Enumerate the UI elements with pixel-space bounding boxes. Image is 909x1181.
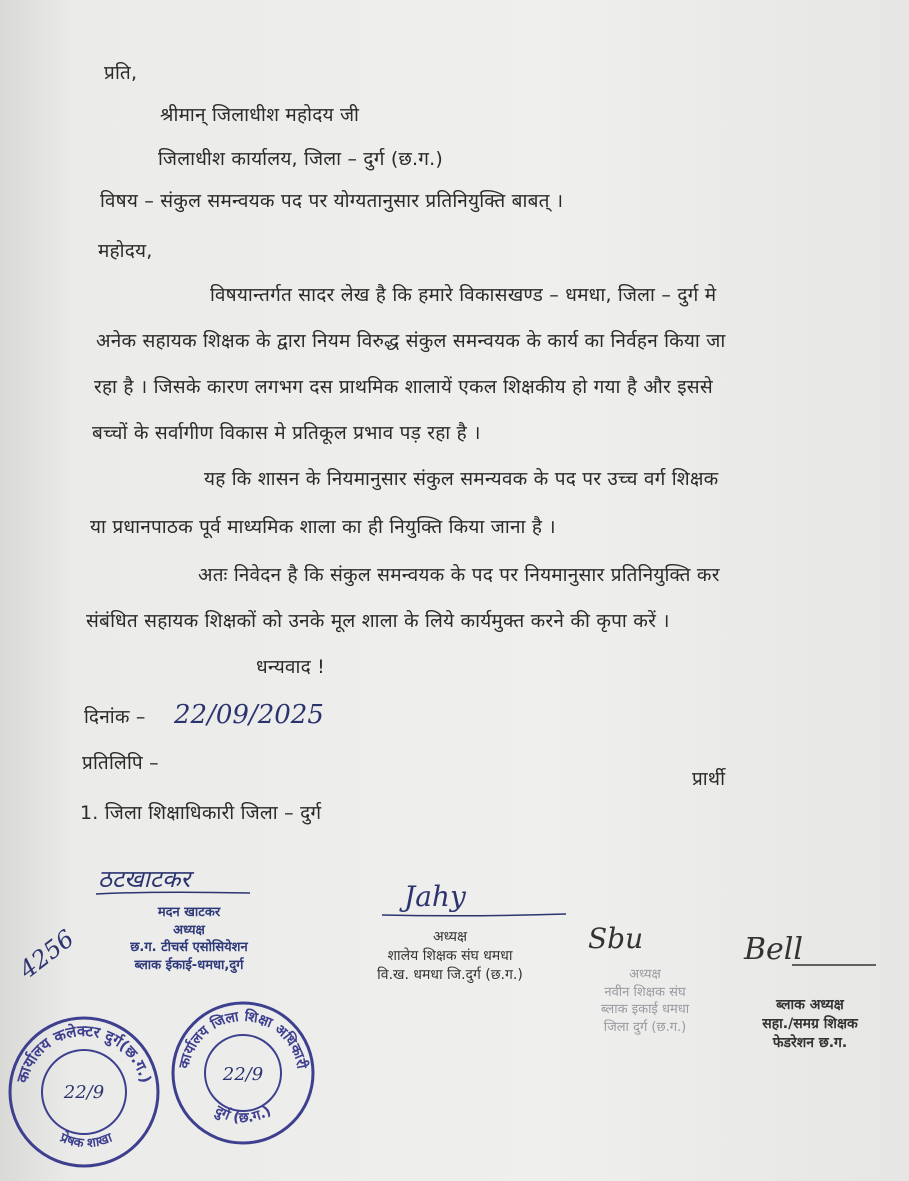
copy-item: 1. जिला शिक्षाधिकारी जिला – दुर्ग bbox=[80, 802, 322, 824]
paragraph1-line: बच्चों के सर्वागीण विकास मे प्रतिकूल प्रभाव पड़ रहा है । bbox=[92, 422, 481, 444]
svg-text:कार्यालय कलेक्टर दुर्ग(छ.ग.) bbox=[13, 1022, 155, 1086]
stamp-2-top-text: कार्यालय जिला शिक्षा अधिकारी bbox=[176, 1008, 310, 1071]
collector-office-stamp bbox=[4, 1012, 164, 1172]
signatory-1-org: छ.ग. टीचर्स एसोसियेशन bbox=[130, 940, 248, 956]
signatory-3-district: जिला दुर्ग (छ.ग.) bbox=[603, 1019, 687, 1035]
signature-underline bbox=[380, 912, 570, 918]
thanks-line: धन्यवाद ! bbox=[256, 656, 325, 678]
deo-office-stamp bbox=[168, 998, 318, 1148]
signatory-3-block bbox=[570, 966, 720, 1036]
signatory-1-block bbox=[104, 904, 274, 974]
date-value: 22/09/2025 bbox=[174, 700, 324, 730]
paragraph3-line: संबंधित सहायक शिक्षकों को उनके मूल शाला के लिये कार्यमुक्त करने की कृपा करें । bbox=[86, 610, 670, 632]
paragraph1-line: विषयान्तर्गत सादर लेख है कि हमारे विकासखण्ड – धमधा, जिला – दुर्ग मे bbox=[210, 284, 717, 306]
signature-underline bbox=[790, 962, 880, 968]
signatory-1-name: मदन खाटकर bbox=[157, 905, 221, 920]
svg-text:प्रेषक शाखा bbox=[57, 1129, 115, 1151]
svg-text:दुर्ग (छ.ग.) bbox=[211, 1102, 274, 1126]
paragraph3-line: अतः निवेदन है कि संकुल समन्वयक के पद पर नियमानुसार प्रतिनियुक्ति कर bbox=[198, 564, 720, 586]
signatory-4-block bbox=[730, 996, 890, 1053]
paragraph1-line: रहा है । जिसके कारण लगभग दस प्राथमिक शालायें एकल शिक्षकीय हो गया है और इससे bbox=[94, 376, 713, 398]
signature-1: ठटखाटकर bbox=[98, 865, 191, 893]
signatory-2-title: अध्यक्ष bbox=[432, 929, 468, 945]
receipt-number: 4256 bbox=[14, 924, 80, 985]
signature-underline bbox=[94, 890, 254, 896]
addressee-office: जिलाधीश कार्यालय, जिला – दुर्ग (छ.ग.) bbox=[158, 148, 443, 170]
addressee-name: श्रीमान् जिलाधीश महोदय जी bbox=[160, 104, 360, 126]
copy-label: प्रतिलिपि – bbox=[82, 752, 159, 774]
stamp-1-center: 22/9 bbox=[63, 1082, 105, 1103]
signatory-2-org: शालेय शिक्षक संघ धमधा bbox=[387, 947, 513, 964]
svg-text:कार्यालय जिला शिक्षा अधिकारी bbox=[176, 1008, 311, 1072]
signatory-4-org: सहा./समग्र शिक्षक bbox=[762, 1015, 858, 1032]
signature-4: Bell bbox=[744, 932, 803, 967]
stamp-1-bottom-text: प्रेषक शाखा bbox=[57, 1130, 115, 1152]
signatory-3-org: नवीन शिक्षक संघ bbox=[604, 984, 686, 1000]
stamp-1-top-text: कार्यालय कलेक्टर दुर्ग(छ.ग.) bbox=[13, 1021, 155, 1085]
signatory-3-title: अध्यक्ष bbox=[629, 967, 661, 982]
signatory-4-federation: फेडरेशन छ.ग. bbox=[772, 1034, 848, 1051]
applicant-label: प्रार्थी bbox=[692, 768, 726, 790]
signatory-4-title: ब्लाक अध्यक्ष bbox=[776, 997, 844, 1013]
paragraph2-line: या प्रधानपाठक पूर्व माध्यमिक शाला का ही नियुक्ति किया जाना है । bbox=[90, 516, 556, 538]
salutation-to: प्रति, bbox=[104, 62, 138, 84]
signatory-2-unit: वि.ख. धमधा जि.दुर्ग (छ.ग.) bbox=[377, 966, 523, 983]
stamp-2-bottom-text: दुर्ग (छ.ग.) bbox=[211, 1102, 275, 1127]
signatory-1-title: अध्यक्ष bbox=[173, 922, 205, 938]
signatory-3-unit: ब्लाक इकाई धमधा bbox=[600, 1002, 690, 1018]
paragraph2-line: यह कि शासन के नियमानुसार संकुल समन्यवक के पद पर उच्च वर्ग शिक्षक bbox=[204, 468, 719, 490]
stamp-2-center: 22/9 bbox=[222, 1064, 264, 1085]
signatory-2-block bbox=[340, 928, 560, 985]
signatory-1-unit: ब्लाक ईकाई-धमधा,दुर्ग bbox=[134, 957, 244, 973]
greeting: महोदय, bbox=[98, 240, 153, 262]
signature-3: Sbu bbox=[588, 922, 644, 955]
paragraph1-line: अनेक सहायक शिक्षक के द्वारा नियम विरुद्ध संकुल समन्वयक के कार्य का निर्वहन किया जा bbox=[96, 330, 726, 352]
date-label: दिनांक – bbox=[84, 706, 146, 728]
signature-2: Jahy bbox=[404, 880, 466, 913]
subject-line: विषय – संकुल समन्वयक पद पर योग्यतानुसार प्रतिनियुक्ति बाबत् । bbox=[100, 190, 564, 212]
